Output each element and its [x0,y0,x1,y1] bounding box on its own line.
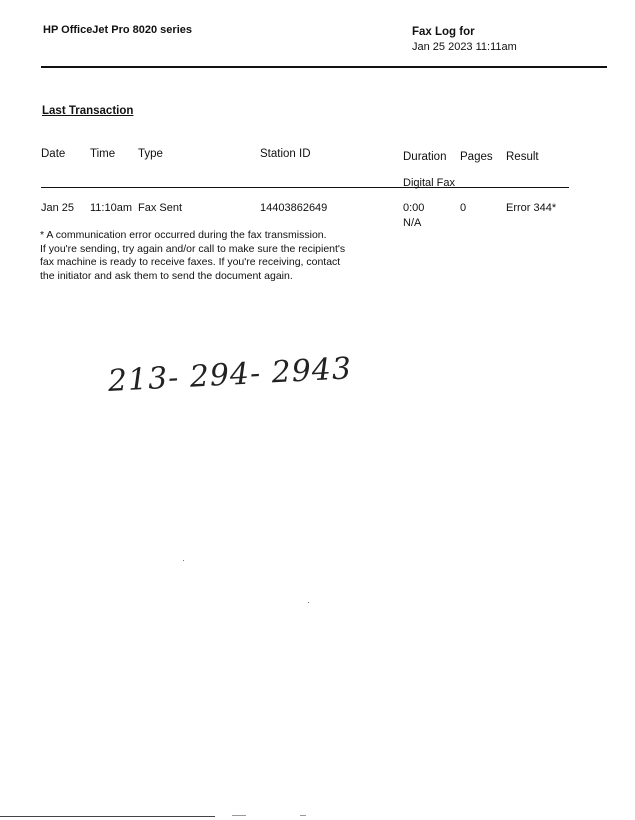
printer-model: HP OfficeJet Pro 8020 series [43,24,192,36]
error-note-line: If you're sending, try again and/or call to make sure the recipient's [40,242,346,255]
row-result: Error 344* [506,202,557,214]
row-type: Fax Sent [138,202,183,214]
scan-speck [232,815,246,816]
row-date: Jan 25 [41,202,75,214]
scan-speck [183,560,184,561]
column-header-time: Time [90,148,116,160]
row-time: 11:10am [90,202,132,214]
log-datetime: Jan 25 2023 11:11am [412,41,517,53]
row-digital-fax: N/A [403,217,422,229]
column-subheader-digital-fax: Digital Fax [403,177,455,189]
handwritten-phone-number: 213- 294- 2943 [107,351,353,399]
error-note-line: the initiator and ask them to send the document again. [40,269,293,282]
column-header-type: Type [138,148,163,160]
column-header-result: Result [506,151,539,163]
bottom-edge-line [0,816,215,817]
error-note-line: * A communication error occurred during the fax transmission. [40,229,327,241]
row-pages: 0 [460,202,467,214]
error-note [40,229,370,283]
column-header-date: Date [41,148,66,160]
column-header-station-id: Station ID [260,148,311,160]
column-header-duration: Duration [403,151,447,163]
scan-speck [308,602,309,603]
table-header-divider [41,187,569,188]
log-title: Fax Log for [412,26,475,38]
row-duration: 0:00 [403,202,425,214]
column-header-pages: Pages [460,151,493,163]
scan-speck [300,815,306,816]
header-divider [41,66,607,68]
row-station-id: 14403862649 [260,202,328,214]
error-note-line: fax machine is ready to receive faxes. If you're receiving, contact [40,256,341,269]
section-title: Last Transaction [42,105,134,117]
